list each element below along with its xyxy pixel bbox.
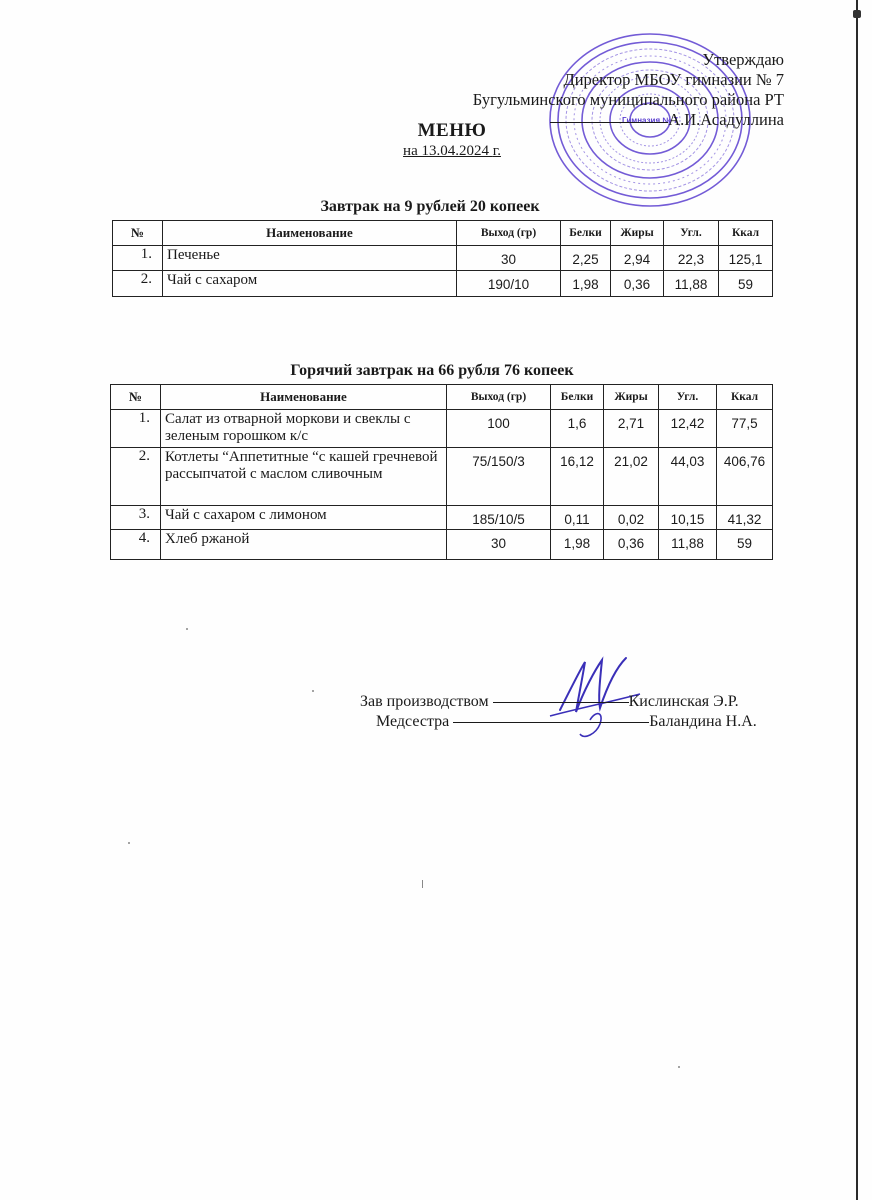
header-yield: Выход (гр) [457, 221, 561, 246]
row-protein: 1,6 [551, 410, 604, 448]
row-name: Чай с сахаром [163, 271, 457, 297]
row-yield: 30 [447, 530, 551, 560]
nurse-signature-row [360, 712, 757, 732]
row-name: Котлеты “Аппетитные “с кашей гречневой рассыпчатой с маслом сливочным [161, 448, 447, 506]
row-kcal: 125,1 [719, 246, 773, 271]
row-num: 1. [111, 410, 161, 448]
header-carbs: Угл. [659, 385, 717, 410]
row-protein: 2,25 [561, 246, 611, 271]
row-kcal: 59 [717, 530, 773, 560]
row-protein: 0,11 [551, 506, 604, 530]
table-row [111, 530, 773, 560]
row-carbs: 11,88 [664, 271, 719, 297]
row-yield: 185/10/5 [447, 506, 551, 530]
menu-date-value: на 13.04.2024 [403, 143, 489, 159]
row-carbs: 44,03 [659, 448, 717, 506]
table-row [111, 410, 773, 448]
row-num: 2. [113, 271, 163, 297]
row-name: Салат из отварной моркови и свеклы с зеленым горошком к/с [161, 410, 447, 448]
row-protein: 1,98 [551, 530, 604, 560]
breakfast-title: Завтрак на 9 рублей 20 копеек [320, 198, 540, 215]
menu-date-suffix: г. [492, 143, 501, 159]
header-protein: Белки [551, 385, 604, 410]
row-name: Хлеб ржаной [161, 530, 447, 560]
scan-edge-line [856, 0, 858, 1200]
production-label: Зав производством [360, 693, 489, 710]
scan-speck [312, 690, 314, 692]
scan-speck [128, 842, 130, 844]
row-fat: 0,36 [611, 271, 664, 297]
row-name: Печенье [163, 246, 457, 271]
table-row [113, 271, 773, 297]
approval-position: Директор МБОУ гимназии № 7 [563, 70, 784, 89]
header-kcal: Ккал [717, 385, 773, 410]
hot-breakfast-title: Горячий завтрак на 66 рубля 76 копеек [290, 362, 574, 379]
nurse-signature-line [453, 722, 649, 723]
header-name: Наименование [161, 385, 447, 410]
row-fat: 0,02 [604, 506, 659, 530]
row-protein: 1,98 [561, 271, 611, 297]
table-row [111, 506, 773, 530]
row-fat: 2,94 [611, 246, 664, 271]
approval-block [473, 50, 784, 130]
header-num: № [111, 385, 161, 410]
row-name: Чай с сахаром с лимоном [161, 506, 447, 530]
row-kcal: 77,5 [717, 410, 773, 448]
header-yield: Выход (гр) [447, 385, 551, 410]
row-num: 3. [111, 506, 161, 530]
row-yield: 75/150/3 [447, 448, 551, 506]
table-header-row [111, 385, 773, 410]
approval-title: Утверждаю [702, 50, 784, 69]
table-header-row [113, 221, 773, 246]
row-carbs: 10,15 [659, 506, 717, 530]
row-carbs: 22,3 [664, 246, 719, 271]
scan-speck [186, 628, 188, 630]
header-protein: Белки [561, 221, 611, 246]
row-carbs: 11,88 [659, 530, 717, 560]
menu-date [372, 143, 532, 160]
breakfast-table [112, 220, 773, 297]
approval-signer: А.И.Асадуллина [668, 110, 784, 129]
row-fat: 21,02 [604, 448, 659, 506]
row-num: 1. [113, 246, 163, 271]
row-fat: 2,71 [604, 410, 659, 448]
row-carbs: 12,42 [659, 410, 717, 448]
row-kcal: 406,76 [717, 448, 773, 506]
row-kcal: 41,32 [717, 506, 773, 530]
row-protein: 16,12 [551, 448, 604, 506]
menu-title: МЕНЮ [417, 120, 487, 141]
table-row [111, 448, 773, 506]
approval-signature-line [550, 122, 668, 123]
approval-district: Бугульминского муниципального района РТ [472, 90, 784, 109]
stamp-center-text: Гимназия № 7 [622, 116, 678, 125]
scan-speck [678, 1066, 680, 1068]
row-fat: 0,36 [604, 530, 659, 560]
production-signature-line [493, 702, 629, 703]
signatures-block [360, 692, 757, 732]
header-kcal: Ккал [719, 221, 773, 246]
scan-speck [422, 880, 423, 888]
row-yield: 100 [447, 410, 551, 448]
hot-breakfast-table [110, 384, 773, 560]
header-carbs: Угл. [664, 221, 719, 246]
header-fat: Жиры [604, 385, 659, 410]
nurse-name: Баландина Н.А. [649, 713, 757, 730]
row-yield: 190/10 [457, 271, 561, 297]
row-yield: 30 [457, 246, 561, 271]
scan-corner-mark [853, 10, 861, 18]
header-fat: Жиры [611, 221, 664, 246]
production-name: Кислинская Э.Р. [628, 693, 739, 710]
row-kcal: 59 [719, 271, 773, 297]
table-row [113, 246, 773, 271]
row-num: 4. [111, 530, 161, 560]
nurse-label: Медсестра [376, 713, 450, 730]
production-signature-row [360, 692, 757, 712]
header-name: Наименование [163, 221, 457, 246]
row-num: 2. [111, 448, 161, 506]
header-num: № [113, 221, 163, 246]
